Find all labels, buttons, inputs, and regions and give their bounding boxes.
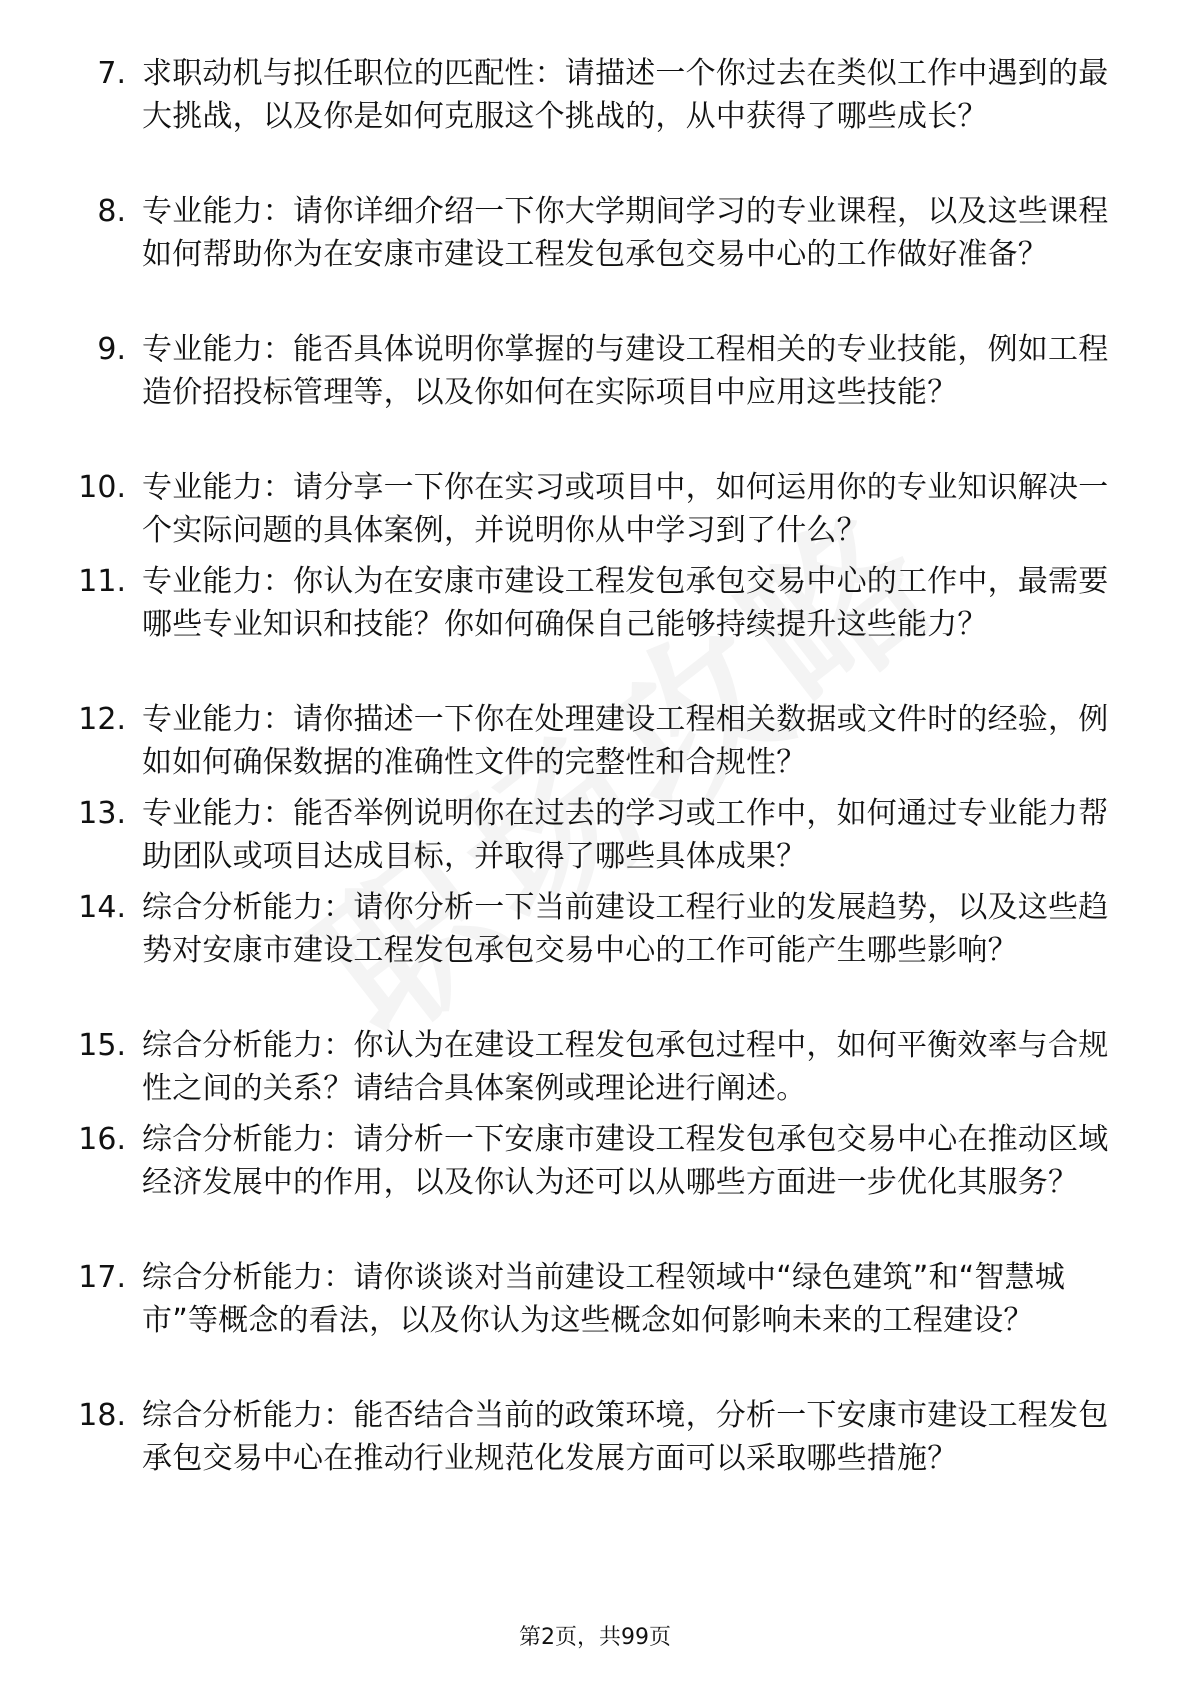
question-text: 专业能力：能否举例说明你在过去的学习或工作中，如何通过专业能力帮助团队或项目达成目标，并取得了哪些具体成果？ (142, 796, 1109, 874)
question-text: 专业能力：能否具体说明你掌握的与建设工程相关的专业技能，例如工程造价招投标管理等，以及你如何在实际项目中应用这些技能？ (142, 332, 1109, 410)
question-number: 11. (78, 564, 126, 599)
question-text: 专业能力：请分享一下你在实习或项目中，如何运用你的专业知识解决一个实际问题的具体案例，并说明你从中学习到了什么？ (142, 470, 1109, 548)
page-number-footer: 第2页，共99页 (519, 1625, 671, 1650)
question-text: 专业能力：你认为在安康市建设工程发包承包交易中心的工作中，最需要哪些专业知识和技能？你如何确保自己能够持续提升这些能力？ (142, 564, 1109, 642)
question-text: 专业能力：请你描述一下你在处理建设工程相关数据或文件时的经验，例如如何确保数据的准确性文件的完整性和合规性？ (142, 702, 1109, 780)
question-item (58, 466, 1118, 552)
question-list (58, 52, 1118, 1524)
question-text: 综合分析能力：请你谈谈对当前建设工程领域中“绿色建筑”和“智慧城市”等概念的看法，以及你认为这些概念如何影响未来的工程建设？ (142, 1260, 1066, 1338)
question-text: 综合分析能力：请分析一下安康市建设工程发包承包交易中心在推动区域经济发展中的作用，以及你认为还可以从哪些方面进一步优化其服务？ (142, 1122, 1109, 1200)
question-number: 8. (97, 194, 126, 229)
question-item (58, 52, 1118, 182)
question-item (58, 698, 1118, 784)
question-item (58, 1256, 1118, 1386)
question-number: 12. (78, 702, 126, 737)
question-text: 专业能力：请你详细介绍一下你大学期间学习的专业课程，以及这些课程如何帮助你为在安康市建设工程发包承包交易中心的工作做好准备？ (142, 194, 1109, 272)
question-item (58, 1394, 1118, 1524)
question-text: 综合分析能力：你认为在建设工程发包承包过程中，如何平衡效率与合规性之间的关系？请结合具体案例或理论进行阐述。 (142, 1028, 1109, 1106)
question-item (58, 886, 1118, 1016)
question-number: 17. (78, 1260, 126, 1295)
question-item (58, 1024, 1118, 1110)
question-number: 16. (78, 1122, 126, 1157)
question-item (58, 328, 1118, 458)
question-item (58, 1118, 1118, 1248)
question-item (58, 560, 1118, 690)
question-number: 9. (97, 332, 126, 367)
question-number: 14. (78, 890, 126, 925)
question-number: 7. (97, 56, 126, 91)
question-number: 15. (78, 1028, 126, 1063)
question-text: 综合分析能力：请你分析一下当前建设工程行业的发展趋势，以及这些趋势对安康市建设工程发包承包交易中心的工作可能产生哪些影响？ (142, 890, 1109, 968)
question-text: 综合分析能力：能否结合当前的政策环境，分析一下安康市建设工程发包承包交易中心在推动行业规范化发展方面可以采取哪些措施？ (142, 1398, 1109, 1476)
question-number: 13. (78, 796, 126, 831)
question-number: 10. (78, 470, 126, 505)
question-item (58, 792, 1118, 878)
question-text: 求职动机与拟任职位的匹配性：请描述一个你过去在类似工作中遇到的最大挑战，以及你是如何克服这个挑战的，从中获得了哪些成长？ (142, 56, 1109, 134)
question-item (58, 190, 1118, 320)
question-number: 18. (78, 1398, 126, 1433)
